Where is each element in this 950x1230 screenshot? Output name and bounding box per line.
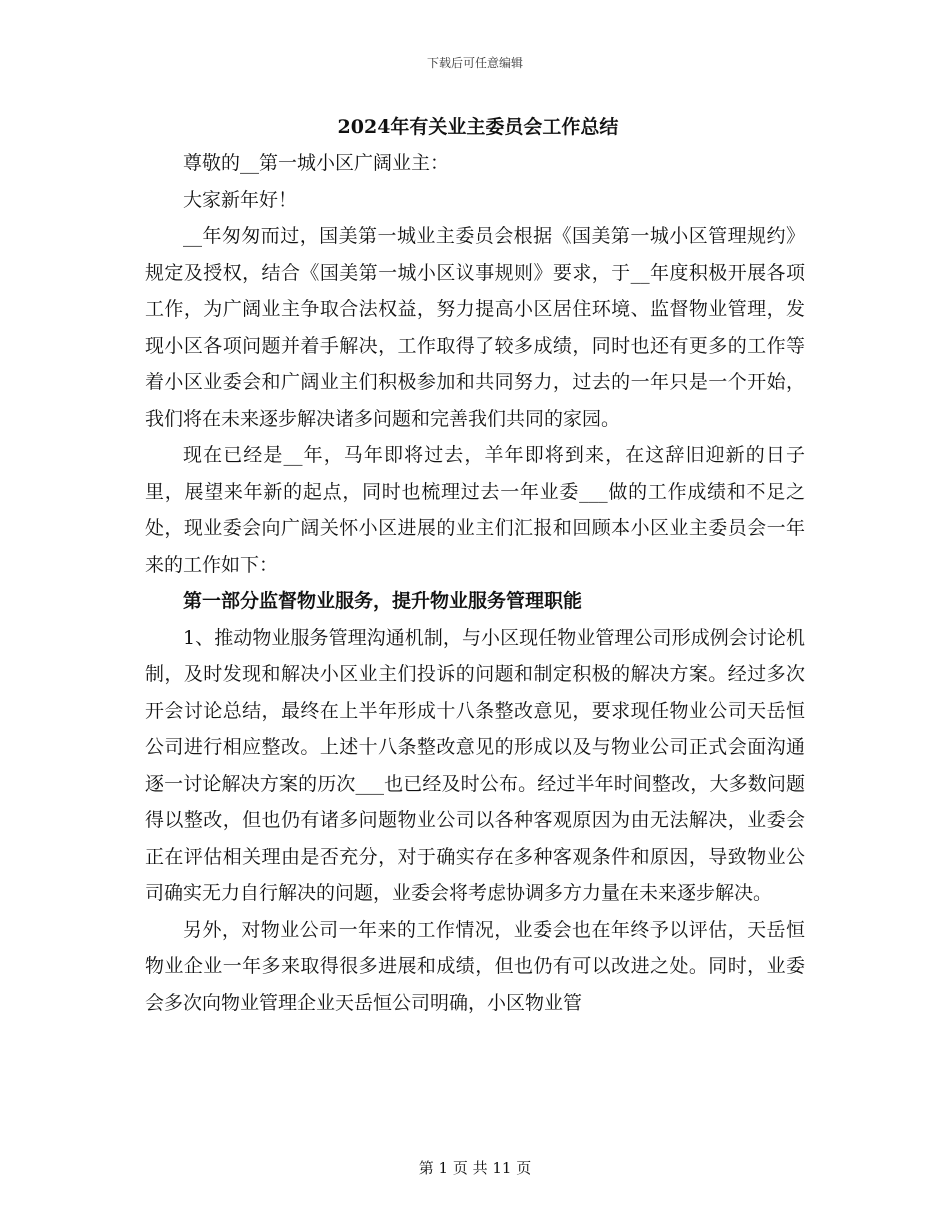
page-header-note: 下载后可任意编辑 — [426, 56, 523, 70]
intro-paragraph: __年匆匆而过，国美第一城业主委员会根据《国美第一城小区管理规约》规定及授权，结合《国美第一城小区议事规则》要求，于__年度积极开展各项工作，为广阔业主争取合法权益，努力提高小区居住环境、监督物业管理，发现小区各项问题并着手解决，工作取得了较多成绩，同时也还有更多的工作等着小区业委会和广阔业主们积极参加和共同努力，过去的一年只是一个开始，我们将在未来逐步解决诸多问题和完善我们共同的家园。 — [145, 225, 805, 430]
salutation: 尊敬的__第一城小区广阔业主： — [183, 152, 450, 174]
document-body — [145, 111, 805, 1021]
overview-paragraph: 现在已经是__年，马年即将过去，羊年即将到来，在这辞旧迎新的日子里，展望来年新的起点，同时也梳理过去一年业委___做的工作成绩和不足之处，现业委会向广阔关怀小区进展的业主们汇报和回顾本小区业主委员会一年来的工作如下： — [145, 444, 805, 576]
section-heading: 第一部分监督物业服务，提升物业服务管理职能 — [183, 590, 583, 612]
item-paragraph: 1、推动物业服务管理沟通机制，与小区现任物业管理公司形成例会讨论机制，及时发现和解决小区业主们投诉的问题和制定积极的解决方案。经过多次开会讨论总结，最终在上半年形成十八条整改意见，要求现任物业公司天岳恒公司进行相应整改。上述十八条整改意见的形成以及与物业公司正式会面沟通逐一讨论解决方案的历次___也已经及时公布。经过半年时间整改，大多数问题得以整改，但也仍有诸多问题物业公司以各种客观原因为由无法解决，业委会正在评估相关理由是否充分，对于确实存在多种客观条件和原因，导致物业公司确实无力自行解决的问题，业委会将考虑协调多方力量在未来逐步解决。 — [145, 626, 805, 904]
page-number-footer: 第 1 页 共 11 页 — [418, 1159, 532, 1177]
document-title: 2024年有关业主委员会工作总结 — [337, 116, 619, 138]
continuation-paragraph: 另外，对物业公司一年来的工作情况，业委会也在年终予以评估，天岳恒物业企业一年多来取得很多进展和成绩，但也仍有可以改进之处。同时，业委会多次向物业管理企业天岳恒公司明确，小区物业管 — [145, 918, 805, 1014]
greeting: 大家新年好！ — [183, 188, 298, 211]
